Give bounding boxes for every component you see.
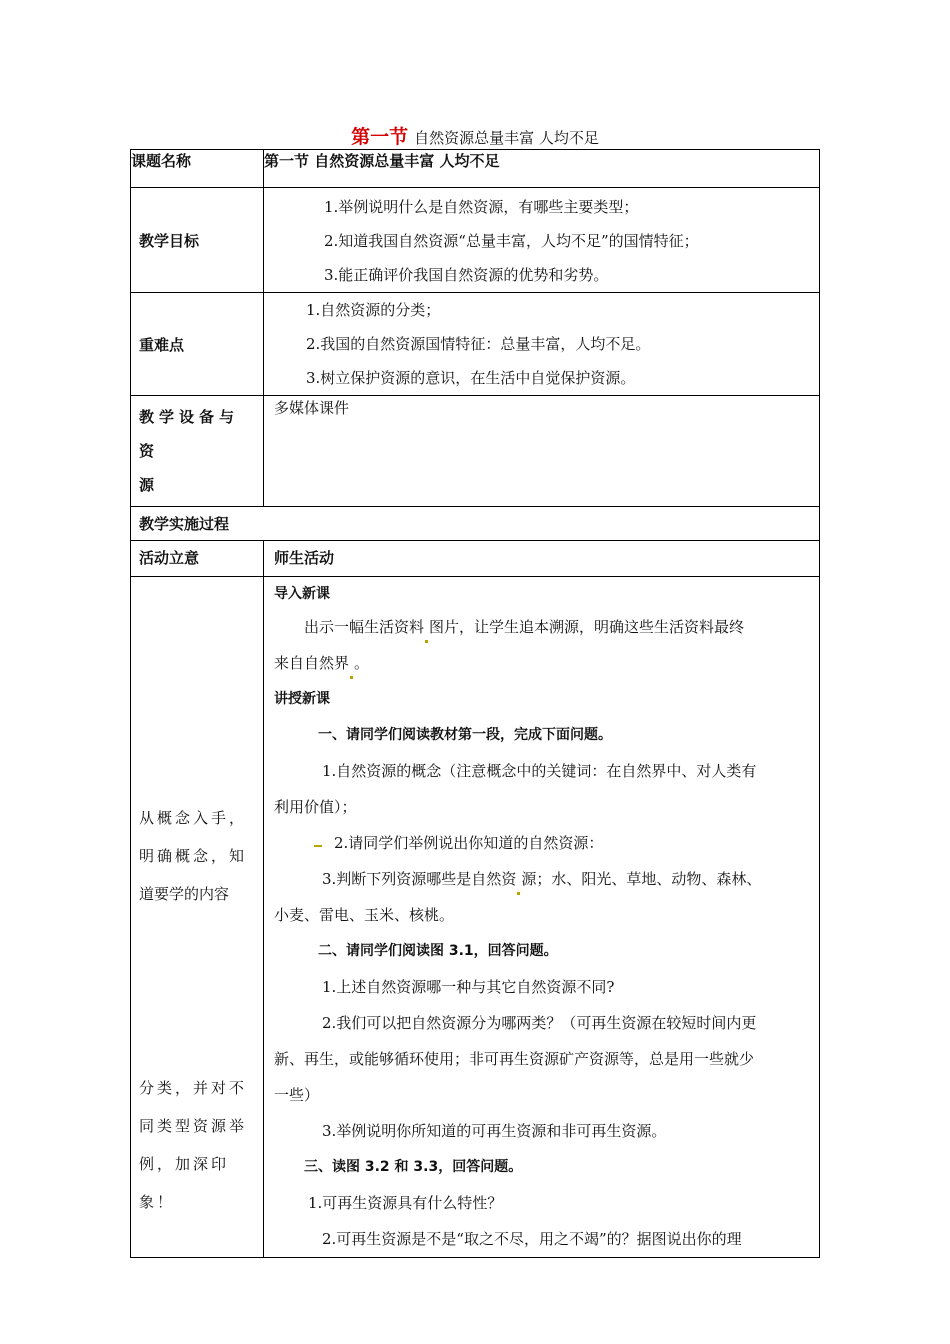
s1-question-2: 2.请同学们举例说出你知道的自然资源： (274, 825, 809, 861)
key-item: 1.自然资源的分类； (306, 301, 441, 319)
intent-note-concept (139, 799, 254, 913)
s2-question-3: 3.举例说明你所知道的可再生资源和非可再生资源。 (322, 1122, 667, 1140)
s1-question-1: 1.自然资源的概念（注意概念中的关键词：在自然界中、对人类有 (322, 762, 757, 780)
section-1-heading: 一、请同学们阅读教材第一段，完成下面问题。 (318, 727, 612, 743)
key-item: 2.我国的自然资源国情特征：总量丰富，人均不足。 (306, 335, 651, 353)
section-2-heading: 二、请同学们阅读图 3.1，回答问题。 (318, 943, 558, 959)
note-line: 象！ (139, 1193, 176, 1211)
goals-label: 教学目标 (131, 188, 264, 293)
row-activity (131, 577, 820, 1258)
key-list (264, 293, 820, 396)
s2-question-2-cont: 新、再生，或能够循环使用；非可再生资源矿产资源等，总是用一些就少 (274, 1050, 755, 1068)
topic-label: 课题名称 (131, 150, 264, 188)
equip-value: 多媒体课件 (264, 396, 820, 507)
equip-label-line2: 源 (139, 476, 155, 494)
col-intent-header: 活动立意 (131, 541, 264, 577)
row-process (131, 507, 820, 541)
mark-tick (314, 842, 322, 847)
mark-dot (350, 676, 353, 679)
note-line: 从概念入手， (139, 809, 248, 827)
teach-heading: 讲授新课 (274, 691, 330, 707)
section-3-heading: 三、读图 3.2 和 3.3，回答问题。 (304, 1159, 523, 1175)
mark-dot (517, 892, 520, 895)
row-topic (131, 150, 820, 188)
s1-question-3-cont: 小麦、雷电、玉米、核桃。 (274, 906, 455, 924)
s3-question-2: 2.可再生资源是不是“取之不尽，用之不竭”的？据图说出你的理 (322, 1230, 742, 1248)
s3-question-1: 1.可再生资源具有什么特性？ (308, 1194, 503, 1212)
note-line: 例，加深印 (139, 1155, 230, 1173)
note-line: 明确概念，知 (139, 847, 248, 865)
intro-heading: 导入新课 (274, 586, 330, 602)
goals-list (264, 188, 820, 293)
row-equipment (131, 396, 820, 507)
row-goals (131, 188, 820, 293)
process-label: 教学实施过程 (131, 507, 820, 541)
equip-label-line1: 教学设备与资 (139, 408, 240, 460)
key-item: 3.树立保护资源的意识，在生活中自觉保护资源。 (306, 369, 636, 387)
goal-item: 1.举例说明什么是自然资源，有哪些主要类型； (324, 198, 639, 216)
intent-note-classify (139, 1069, 254, 1221)
s2-question-2: 2.我们可以把自然资源分为哪两类？（可再生资源在较短时间内更 (322, 1014, 757, 1032)
intro-paragraph: 出示一幅生活资料 图片，让学生追本溯源，明确这些生活资料最终 (274, 609, 809, 645)
title-main: 自然资源总量丰富 人均不足 (414, 129, 599, 147)
row-columns (131, 541, 820, 577)
intent-cell (131, 577, 264, 1258)
note-line: 道要学的内容 (139, 885, 230, 903)
row-key-points (131, 293, 820, 396)
topic-value: 第一节 自然资源总量丰富 人均不足 (264, 150, 820, 188)
intro-paragraph-cont: 来自自然界 。 (274, 645, 809, 681)
s2-question-2-end: 一些） (274, 1086, 320, 1104)
goal-item: 2.知道我国自然资源“总量丰富，人均不足”的国情特征； (324, 232, 699, 250)
note-line: 分类，并对不 (139, 1079, 248, 1097)
document-title (0, 124, 950, 151)
goal-item: 3.能正确评价我国自然资源的优势和劣势。 (324, 266, 609, 284)
key-label: 重难点 (131, 293, 264, 396)
activity-cell (264, 577, 820, 1258)
equip-label (131, 396, 264, 507)
s1-question-3: 3.判断下列资源哪些是自然资 源；水、阳光、草地、动物、森林、 (274, 861, 809, 897)
lesson-table (130, 149, 820, 1258)
col-activity-header: 师生活动 (264, 541, 820, 577)
title-prefix: 第一节 (351, 126, 409, 148)
s2-question-1: 1.上述自然资源哪一种与其它自然资源不同? (322, 978, 615, 996)
note-line: 同类型资源举 (139, 1117, 248, 1135)
s1-question-1-cont: 利用价值）； (274, 798, 357, 816)
mark-dot (425, 640, 428, 643)
